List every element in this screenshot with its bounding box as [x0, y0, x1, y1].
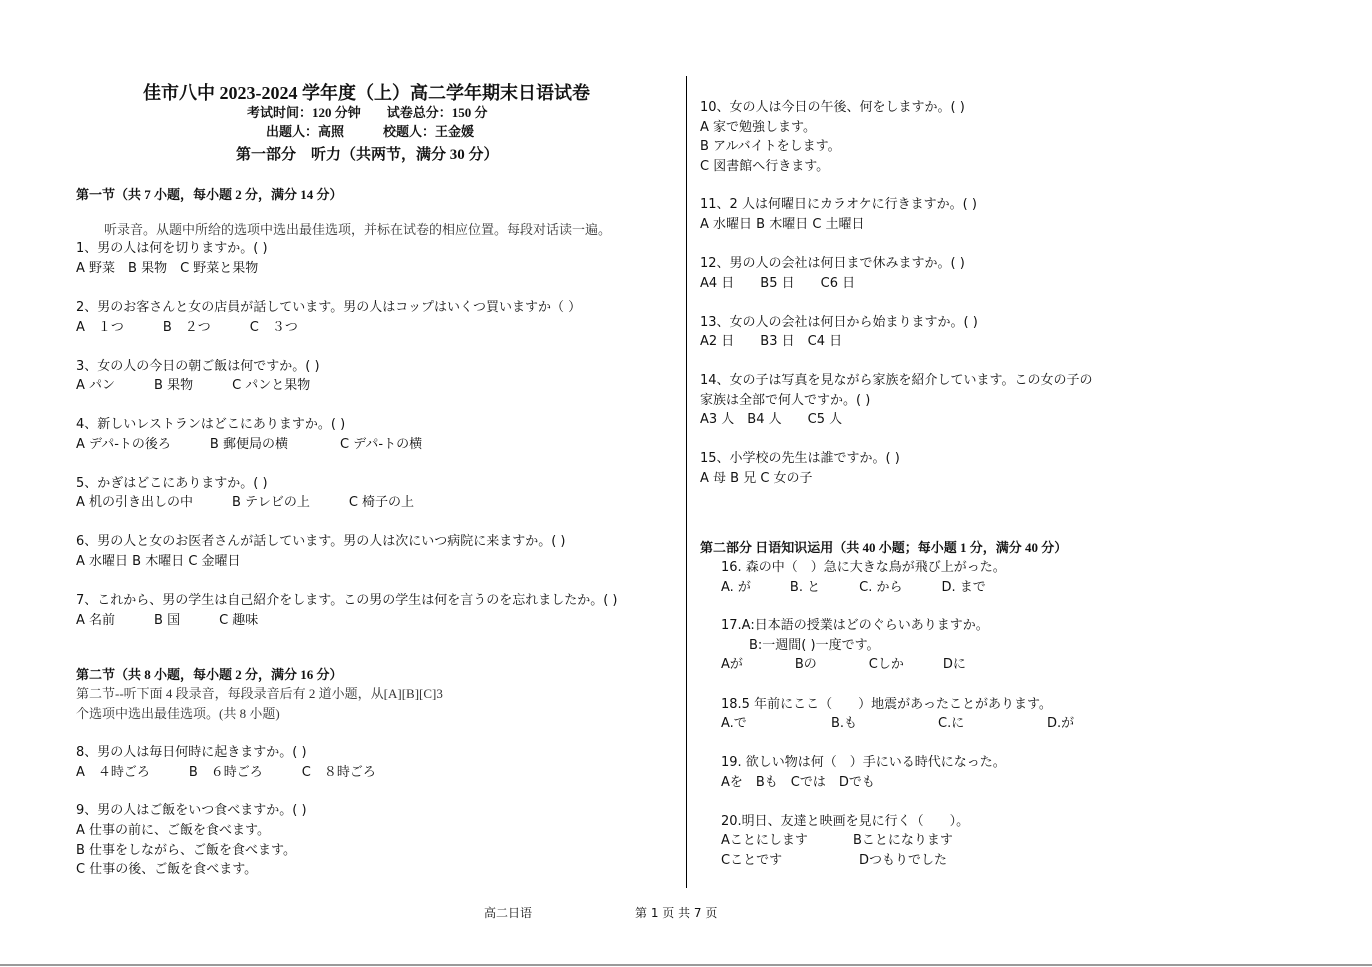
question-15: 15、小学校の先生は誰ですか。( ) — [700, 451, 900, 466]
question-11: 11、2 人は何曜日にカラオケに行きますか。( ) — [700, 197, 977, 212]
column-divider — [686, 76, 687, 888]
options-8: A ４時ごろ B ６時ごろ C ８時ごろ — [76, 765, 376, 780]
question-9: 9、男の人はご飯をいつ食べますか。( ) — [76, 803, 307, 818]
part2-title: 第二部分 日语知识运用（共 40 小题；每小题 1 分，满分 40 分） — [700, 540, 1068, 555]
option-20b: Bことになります — [853, 833, 953, 848]
section2-instruction-line1: 第二节--听下面 4 段录音，每段录音后有 2 道小题，从[A][B][C]3 — [76, 686, 443, 701]
options-15: A 母 B 兄 C 女の子 — [700, 471, 813, 486]
page-bottom-border — [0, 964, 1372, 966]
exam-info: 考试时间：120 分钟 试卷总分：150 分 — [247, 105, 488, 120]
option-18b: B.も — [831, 716, 858, 731]
question-17: 17.A:日本語の授業はどのぐらいありますか。 — [721, 618, 989, 633]
question-1: 1、男の人は何を切りますか。( ) — [76, 241, 268, 256]
question-10: 10、女の人は今日の午後、何をしますか。( ) — [700, 100, 965, 115]
question-14-cont: 家族は全部で何人ですか。( ) — [700, 393, 871, 408]
question-3: 3、女の人の今日の朝ご飯は何ですか。( ) — [76, 359, 320, 374]
options-4: A デパ-トの後ろ B 郵便局の横 C デパ-トの横 — [76, 437, 423, 452]
options-6: A 水曜日 B 木曜日 C 金曜日 — [76, 554, 241, 569]
question-8: 8、男の人は毎日何時に起きますか。( ) — [76, 745, 307, 760]
option-10b: B アルバイトをします。 — [700, 139, 841, 154]
options-3: A パン B 果物 C パンと果物 — [76, 378, 311, 393]
option-9a: A 仕事の前に、ご飯を食べます。 — [76, 823, 270, 838]
option-18a: A.で — [721, 716, 747, 731]
question-16: 16. 森の中（ ）急に大きな鳥が飛び上がった。 — [721, 560, 1006, 575]
question-4: 4、新しいレストランはどこにありますか。( ) — [76, 417, 346, 432]
option-18c: C.に — [938, 716, 965, 731]
options-14: A3 人 B4 人 C5 人 — [700, 412, 843, 427]
exam-authors: 出题人：高照 校题人：王金媛 — [266, 124, 475, 139]
part1-title: 第一部分 听力（共两节，满分 30 分） — [236, 147, 499, 163]
option-20d: Dつもりでした — [859, 853, 948, 868]
section1-title: 第一节（共 7 小题，每小题 2 分，满分 14 分） — [76, 187, 343, 202]
question-6: 6、男の人と女のお医者さんが話しています。男の人は次にいつ病院に来ますか。( ) — [76, 534, 566, 549]
question-7: 7、これから、男の学生は自己紹介をします。この男の学生は何を言うのを忘れましたか。( ) — [76, 593, 618, 608]
question-14: 14、女の子は写真を見ながら家族を紹介しています。この女の子の — [700, 373, 1093, 388]
options-13: A2 日 B3 日 C4 日 — [700, 334, 843, 349]
option-10a: A 家で勉強します。 — [700, 120, 816, 135]
options-1: A 野菜 B 果物 C 野菜と果物 — [76, 261, 259, 276]
options-11: A 水曜日 B 木曜日 C 土曜日 — [700, 217, 865, 232]
question-19: 19. 欲しい物は何（ ）手にいる時代になった。 — [721, 755, 1006, 770]
option-9b: B 仕事をしながら、ご飯を食べます。 — [76, 843, 297, 858]
question-5: 5、かぎはどこにありますか。( ) — [76, 476, 268, 491]
question-13: 13、女の人の会社は何日から始まりますか。( ) — [700, 315, 978, 330]
exam-title: 佳市八中 2023-2024 学年度（上）高二学年期末日语试卷 — [143, 83, 590, 103]
option-9c: C 仕事の後、ご飯を食べます。 — [76, 862, 258, 877]
question-18: 18.5 年前にここ（ ）地震があったことがあります。 — [721, 697, 1052, 712]
options-19: Aを Bも Cでは Dでも — [721, 775, 875, 790]
footer-subject: 高二日语 — [484, 906, 533, 920]
section2-title: 第二节（共 8 小题，每小题 2 分，满分 16 分） — [76, 667, 343, 682]
options-7: A 名前 B 国 C 趣味 — [76, 613, 259, 628]
options-16: A. が B. と C. から D. まで — [721, 580, 986, 595]
option-20c: Cことです — [721, 853, 783, 868]
question-17-b: B:一週間( )一度です。 — [749, 638, 880, 653]
question-12: 12、男の人の会社は何日まで休みますか。( ) — [700, 256, 965, 271]
options-17: Aが Bの Cしか Dに — [721, 657, 966, 672]
section1-instruction: 听录音。从题中所给的选项中选出最佳选项，并标在试卷的相应位置。每段对话读一遍。 — [104, 222, 612, 237]
options-5: A 机の引き出しの中 B テレビの上 C 椅子の上 — [76, 495, 415, 510]
section2-instruction-line2: 个选项中选出最佳选项。(共 8 小题) — [76, 706, 280, 721]
footer-page-number: 第 1 页 共 7 页 — [635, 906, 718, 920]
options-2: A １つ B ２つ C ３つ — [76, 320, 298, 335]
question-2: 2、男のお客さんと女の店員が話しています。男の人はコップはいくつ買いますか（ ） — [76, 300, 582, 315]
option-10c: C 図書館へ行きます。 — [700, 159, 830, 174]
options-12: A4 日 B5 日 C6 日 — [700, 276, 856, 291]
question-20: 20.明日、友達と映画を見に行く（ ）。 — [721, 814, 970, 829]
option-20a: Aことにします — [721, 833, 808, 848]
option-18d: D.が — [1047, 716, 1075, 731]
